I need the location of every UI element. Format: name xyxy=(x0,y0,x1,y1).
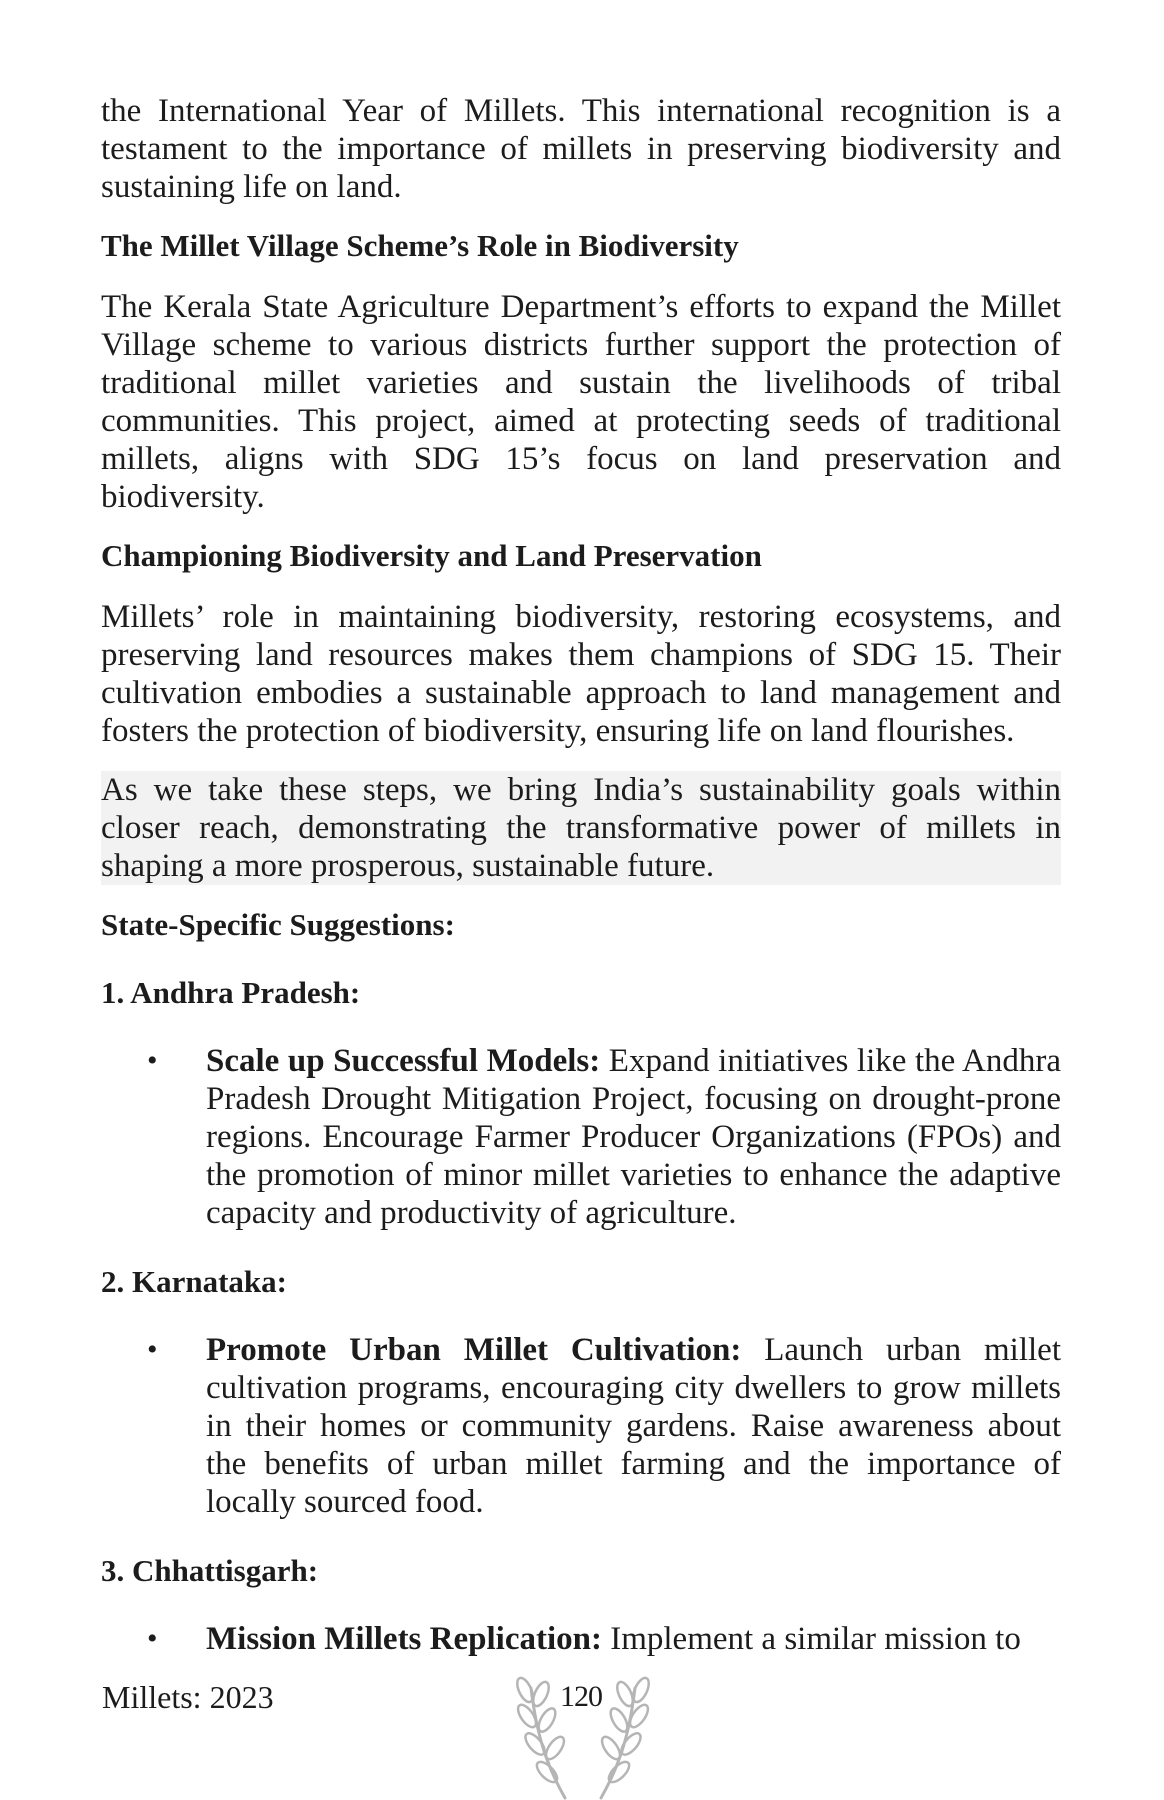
footer-book-title: Millets: 2023 xyxy=(102,1679,274,1715)
highlighted-paragraph: As we take these steps, we bring India’s sustainability goals within closer reach, demonstrating the transformative power of millets in shaping a more prosperous, sustainable future. xyxy=(101,772,1061,884)
list-item xyxy=(147,1331,1061,1521)
bullet-icon: • xyxy=(147,1333,158,1366)
list-item xyxy=(147,1620,1061,1658)
bullet-title: Scale up Successful Models: xyxy=(206,1043,601,1079)
list-item xyxy=(147,1042,1061,1232)
section-heading-millet-village: The Millet Village Scheme’s Role in Biodiversity xyxy=(101,228,739,263)
millet-village-paragraph: The Kerala State Agriculture Department’s efforts to expand the Millet Village scheme to various districts further support the protection of traditional millet varieties and sustain the livelihoods of tribal communities. This project, aimed at protecting seeds of traditional millets, aligns with SDG 15’s focus on land preservation and biodiversity. xyxy=(101,289,1061,515)
karnataka-bullets xyxy=(101,1331,1061,1521)
state-heading-chhattisgarh: 3. Chhattisgarh: xyxy=(101,1553,319,1588)
intro-paragraph: the International Year of Millets. This international recognition is a testament to the importance of millets in preserving biodiversity and sustaining life on land. xyxy=(101,93,1061,205)
bullet-icon: • xyxy=(147,1622,158,1655)
bullet-title: Mission Millets Replication: xyxy=(206,1621,602,1657)
bullet-text: Implement a similar mission to xyxy=(601,1621,1021,1657)
bullet-text: Expand initiatives like the Andhra Pradesh Drought Mitigation Project, focusing on drought-prone regions. Encourage Farmer Producer Organizations (FPOs) and the promotion of minor millet varieties to enhance the adaptive capacity and productivity of agriculture. xyxy=(206,1043,1061,1231)
andhra-pradesh-bullets xyxy=(101,1042,1061,1232)
section-heading-biodiversity: Championing Biodiversity and Land Preservation xyxy=(101,538,762,573)
biodiversity-paragraph: Millets’ role in maintaining biodiversity, restoring ecosystems, and preserving land resources makes them champions of SDG 15. Their cultivation embodies a sustainable approach to land management and fosters the protection of biodiversity, ensuring life on land flourishes. xyxy=(101,599,1061,749)
state-heading-karnataka: 2. Karnataka: xyxy=(101,1264,287,1299)
suggestions-heading: State-Specific Suggestions: xyxy=(101,907,455,942)
bullet-title: Promote Urban Millet Cultivation: xyxy=(206,1332,742,1368)
page-number: 120 xyxy=(560,1680,602,1713)
chhattisgarh-bullets xyxy=(101,1620,1061,1658)
state-heading-andhra-pradesh: 1. Andhra Pradesh: xyxy=(101,975,361,1010)
bullet-text: Launch urban millet cultivation programs, encouraging city dwellers to grow millets in their homes or community gardens. Raise awareness about the benefits of urban millet farming and the importance of locally sourced food. xyxy=(206,1332,1061,1520)
bullet-icon: • xyxy=(147,1044,158,1077)
page-content xyxy=(101,92,1061,1689)
